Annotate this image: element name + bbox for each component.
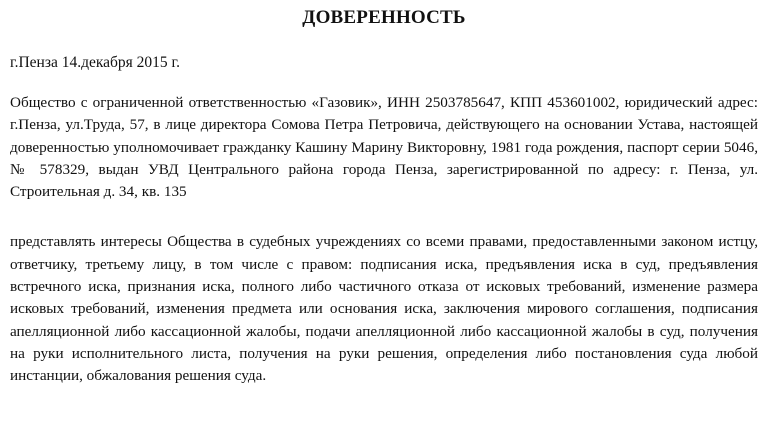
document-title: ДОВЕРЕННОСТЬ — [302, 7, 466, 28]
paragraph-principal-and-agent: Общество с ограниченной ответственностью «Газовик», ИНН 2503785647, КПП 453601002, юридический адрес: г.Пенза, ул.Труда, 57, в лице директора Сомова Петра Петровича, действующего на основании Устава, настоящей доверенностью уполномочивает гражданку Кашину Марину Викторовну, 1981 года рождения, паспорт серии 5046, № 578329, выдан УВД Центрального района города Пенза, зарегистрированной по адресу: г. Пенза, ул. Строительная д. 34, кв. 135 — [10, 94, 758, 201]
paragraph-powers: представлять интересы Общества в судебных учреждениях со всеми правами, предоставленными законом истцу, ответчику, третьему лицу, в том числе с правом: подписания иска, предъявления иска в суд, предъявления встречного иска, признания иска, полного либо частичного отказа от исковых требований, изменение размера исковых требований, изменения предмета или основания иска, заключения мирового соглашения, подписания апелляционной либо кассационной жалобы, подачи апелляционной либо кассационной жалобы в суд, получения на руки исполнительного листа, получения на руки решения, определения либо постановления суда любой инстанции, обжалования решения суда. — [10, 233, 758, 385]
place-and-date: г.Пенза 14.декабря 2015 г. — [10, 54, 181, 71]
